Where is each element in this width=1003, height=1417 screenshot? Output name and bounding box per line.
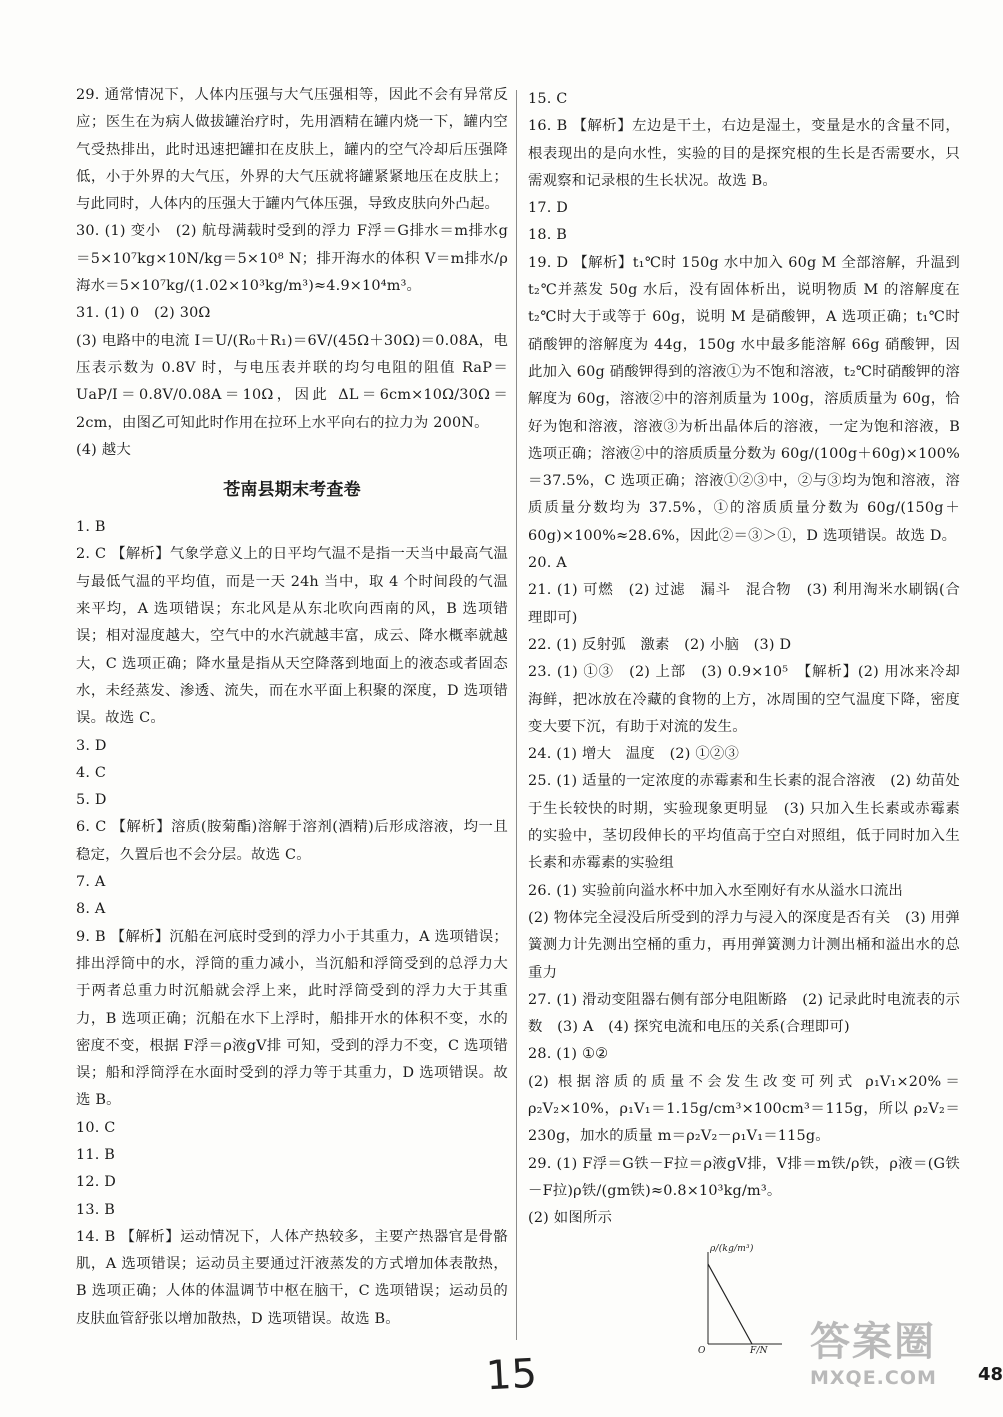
answer-7: 7. A xyxy=(76,874,106,891)
answer-21: 21. (1) 可燃 (2) 过滤 漏斗 混合物 (3) 利用淘米水刷锅(合理即可) xyxy=(528,582,960,626)
answer-31-4: (4) 越大 xyxy=(76,441,131,458)
answer-8: 8. A xyxy=(76,901,106,918)
left-column xyxy=(76,82,508,1333)
answer-1: 1. B xyxy=(76,519,106,536)
answer-10: 10. C xyxy=(76,1119,116,1136)
answer-3: 3. D xyxy=(76,737,107,754)
graph-svg xyxy=(698,1244,788,1357)
answer-24: 24. (1) 增大 温度 (2) ①②③ xyxy=(528,746,740,763)
answer-4: 4. C xyxy=(76,764,107,781)
answer-17: 17. D xyxy=(528,200,568,217)
answer-5: 5. D xyxy=(76,792,107,809)
column-divider xyxy=(516,90,517,1340)
answer-31-1-2: 31. (1) 0 (2) 30Ω xyxy=(76,305,211,322)
graph-origin-label: O xyxy=(698,1346,706,1357)
watermark-url: MXQE.COM xyxy=(810,1367,937,1389)
answer-14: 14. B 【解析】运动情况下，人体产热较多，主要产热器官是骨骼肌，A 选项错误；运动员主要通过汗液蒸发的方式增加体表散热，B 选项正确；人体的体温调节中枢在脑干，C 选项错误；运动员的皮肤血管舒张以增加散热，D 选项错误。故选 B。 xyxy=(76,1228,508,1327)
answer-30: 30. (1) 变小 (2) 航母满载时受到的浮力 F浮＝G排水＝m排水g＝5×10⁷kg×10N/kg＝5×10⁸ N；排开海水的体积 V＝m排水/ρ海水＝5×10⁷kg/(1.02×10³kg/m³)≈4.9×10⁴m³。 xyxy=(76,223,508,295)
answer-28-2: (2) 根据溶质的质量不会发生改变可列式 ρ₁V₁×20%＝ρ₂V₂×10%，ρ₁V₁＝1.15g/cm³×100cm³＝115g，所以 ρ₂V₂＝230g，加水的质量 m＝ρ₂V₂－ρ₁V₁＝115g。 xyxy=(528,1073,960,1145)
density-force-graph xyxy=(698,1244,788,1357)
answer-26-1: 26. (1) 实验前向溢水杯中加入水至刚好有水从溢水口流出 xyxy=(528,882,904,899)
answer-22: 22. (1) 反射弧 激素 (2) 小脑 (3) D xyxy=(528,636,792,653)
answer-20: 20. A xyxy=(528,555,567,572)
graph-line xyxy=(708,1264,752,1344)
answer-19: 19. D 【解析】t₁℃时 150g 水中加入 60g M 全部溶解，升温到 t₂℃并蒸发 50g 水后，没有固体析出，说明物质 M 的溶解度在 t₂℃时大于或等于 60g，说明 M 是硝酸钾，A 选项正确；t₁℃时硝酸钾的溶解度为 44g，150g 水中最多能溶解 66g 硝酸钾，因此加入 60g 硝酸钾得到的溶液①为不饱和溶液，t₂℃时硝酸钾的溶解度为 60g，溶液②中的溶剂质量为 100g，溶质质量为 60g，恰好为饱和溶液，溶液③为析出晶体后的溶液，一定为饱和溶液，B 选项正确；溶液②中的溶质质量分数为 60g/(100g＋60g)×100%＝37.5%，C 选项正确；溶液①②③中，②与③均为饱和溶液，溶质质量分数均为 37.5%，①的溶质质量分数为 60g/(150g＋60g)×100%≈28.6%，因此②＝③＞①，D 选项错误。故选 D。 xyxy=(528,254,961,544)
answer-6: 6. C 【解析】溶质(胺菊酯)溶解于溶剂(酒精)后形成溶液，均一且稳定，久置后也不会分层。故选 C。 xyxy=(76,819,508,863)
page-number: 48 xyxy=(978,1364,1003,1385)
answer-28-1: 28. (1) ①② xyxy=(528,1046,609,1063)
answer-23: 23. (1) ①③ (2) 上部 (3) 0.9×10⁵ 【解析】(2) 用冰来冷却海鲜，把冰放在冷藏的食物的上方，冰周围的空气温度下降，密度变大要下沉，有助于对流的发生。 xyxy=(528,664,960,735)
section-title: 苍南县期末考查卷 xyxy=(223,480,361,501)
answer-13: 13. B xyxy=(76,1201,116,1218)
answer-29-2: (2) 如图所示 xyxy=(528,1210,613,1227)
answer-16: 16. B 【解析】左边是干土，右边是湿土，变量是水的含量不同，根表现出的是向水性，实验的目的是探究根的生长是否需要水，只需观察和记录根的生长状况。故选 B。 xyxy=(528,118,960,189)
graph-y-label: ρ/(kg/m³) xyxy=(710,1244,754,1255)
site-watermark xyxy=(810,1318,985,1413)
answer-29: 29. 通常情况下，人体内压强与大气压强相等，因此不会有异常反应；医生在为病人做拔罐治疗时，先用酒精在罐内烧一下，罐内空气受热排出，此时迅速把罐扣在皮肤上，罐内的空气冷却后压强降低，小于外界的大气压，外界的大气压就将罐紧紧地压在皮肤上；与此同时，人体内的压强大于罐内气体压强，导致皮肤向外凸起。 xyxy=(76,87,508,213)
answer-31-3: (3) 电路中的电流 I＝U/(R₀＋R₁)＝6V/(45Ω＋30Ω)＝0.08A，电压表示数为 0.8V 时，与电压表并联的均匀电阻的阻值 RaP＝UaP/I＝0.8V/0.08A＝10Ω，因此 ΔL＝6cm×10Ω/30Ω＝2cm，由图乙可知此时作用在拉环上水平向右的拉力为 200N。 xyxy=(76,332,508,431)
answer-25: 25. (1) 适量的一定浓度的赤霉素和生长素的混合溶液 (2) 幼苗处于生长较快的时期，实验现象更明显 (3) 只加入生长素或赤霉素的实验中，茎切段伸长的平均值高于空白对照组，低于同时加入生长素和赤霉素的实验组 xyxy=(528,773,960,872)
answer-26-2-3: (2) 物体完全浸没后所受到的浮力与浸入的深度是否有关 (3) 用弹簧测力计先测出空桶的重力，再用弹簧测力计测出桶和溢出水的总重力 xyxy=(528,909,960,981)
right-column xyxy=(528,86,961,1357)
answer-9: 9. B 【解析】沉船在河底时受到的浮力小于其重力，A 选项错误；排出浮筒中的水，浮筒的重力减小，当沉船和浮筒受到的总浮力大于两者总重力时沉船就会浮上来，此时浮筒受到的浮力大于其重力，B 选项正确；沉船在水下上浮时，船排开水的体积不变，水的密度不变，根据 F浮＝ρ液gV排 可知，受到的浮力不变，C 选项错误；船和浮筒浮在水面时受到的浮力等于其重力，D 选项错误。故选 B。 xyxy=(76,928,508,1109)
answer-2: 2. C 【解析】气象学意义上的日平均气温不是指一天当中最高气温与最低气温的平均值，而是一天 24h 当中，取 4 个时间段的气温来平均，A 选项错误；东北风是从东北吹向西南的风，B 选项错误；相对湿度越大，空气中的水汽就越丰富，成云、降水概率就越大，C 选项正确；降水量是指从天空降落到地面上的液态或者固态水，未经蒸发、渗透、流失，而在水平面上积聚的深度，D 选项错误。故选 C。 xyxy=(76,546,508,727)
answer-12: 12. D xyxy=(76,1174,116,1191)
watermark-logo-text: 答案圈 xyxy=(810,1319,936,1365)
graph-x-label: F/N xyxy=(750,1346,768,1357)
answer-27: 27. (1) 滑动变阻器右侧有部分电阻断路 (2) 记录此时电流表的示数 (3) A (4) 探究电流和电压的关系(合理即可) xyxy=(528,991,960,1036)
handwritten-number: 15 xyxy=(484,1350,539,1400)
answer-11: 11. B xyxy=(76,1146,116,1163)
answer-15: 15. C xyxy=(528,91,568,107)
answer-18: 18. B xyxy=(528,227,568,244)
answer-29-1: 29. (1) F浮＝G铁－F拉＝ρ液gV排，V排＝m铁/ρ铁，ρ液＝(G铁－F拉)ρ铁/(gm铁)≈0.8×10³kg/m³。 xyxy=(528,1155,960,1199)
